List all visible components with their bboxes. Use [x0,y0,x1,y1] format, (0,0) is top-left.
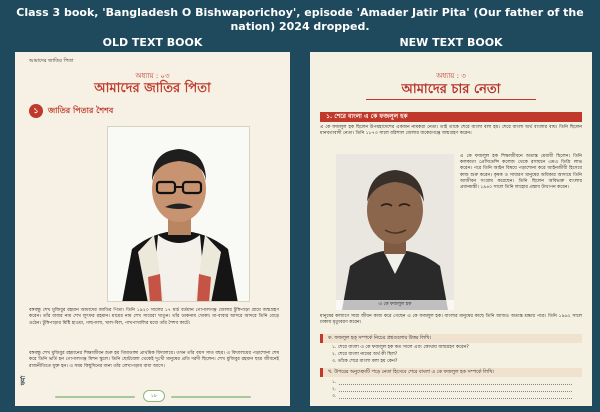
intro-paragraph: এ কে ফজলুল হক ছিলেন উপমহাদেশের একজন নামকরা নেতা। তাই তাকে শেরে বাংলা বলা হয়। শেরে বাংলা অর্থ বাংলার বাঘ। তিনি ছিলেন মানবতাবাদী নেতা। তিনি ১৮৭৩ সালে বরিশাল জেলার বাকেরগঞ্জে জন্মগ্রহণ করেন। [320,125,582,137]
headline: Class 3 book, 'Bangladesh O Bishwaporichoy', episode 'Amader Jatir Pita' (Our father of the nation) 2024 dropped. [16,6,584,33]
closing-paragraph: মানুষের কল্যাণে সারা জীবন কাজ করে গেছেন এ কে ফজলুল হক। বাংলার মানুষের কাছে তিনি আজও অত্যন্ত শ্রদ্ধার পাত্র। তিনি ১৯৬২ সালে ঢাকায় মৃত্যুবরণ করেন। [320,314,582,326]
exercise-heading-1: ক. ফজলুল হক্ সম্পর্কে নিচের প্রশ্নগুলোর উত্তর লিখি। [320,334,582,343]
leader-photo-figure [336,154,454,310]
side-paragraph: এ কে ফজলুল হক শিক্ষাজীবনে অত্যন্ত মেধাবী ছিলেন। তিনি কলকাতা প্রেসিডেন্সি কলেজ থেকে রসায়নে এমএ ডিগ্রি লাভ করেন। পরে তিনি আইন বিষয়ে পড়াশোনা করে আইনজীবী হিসেবে কাজ শুরু করেন। কৃষক ও সাধারণ মানুষের অধিকার আদায়ে তিনি আজীবন সংগ্রাম করেছেন। তিনি ছিলেন অবিভক্ত বাংলার প্রধানমন্ত্রী। ১৯৪০ সালে তিনি লাহোর প্রস্তাব উত্থাপন করেন। [460,154,582,191]
running-head: আমাদের জাতির পিতা [29,58,74,64]
chapter-title: আমাদের চার নেতা [401,82,501,97]
answer-line-number: ৩. [332,394,337,399]
title-divider [366,99,536,100]
new-book-page [310,52,592,406]
answer-line-2 [332,387,572,393]
leader-photo [336,154,454,310]
section-heading [29,104,113,118]
body-paragraph-2: বঙ্গবন্ধু শেখ মুজিবুর রহমানের শিক্ষাজীবন শুরু হয় গিমাডাঙ্গা প্রাথমিক বিদ্যালয়ে। তখন তাঁর বয়স সাত বছর। এ বিদ্যালয়ের পড়াশোনা শেষ করে তিনি ভর্তি হন গোপালগঞ্জ মিশন স্কুলে। তিনি ছোটবেলা থেকেই দুঃখী মানুষের প্রতি দরদী ছিলেন। শেখ মুজিবুর রহমান ছাত্র জীবনেই রাজনীতিতে যুক্ত হন। এ সময় কিছুদিনের জন্য তাঁর লেখাপড়ায় বাধা আসে। [29,351,279,369]
chapter-title: আমাদের জাতির পিতা [94,81,211,96]
question-1: ১. শেরে বাংলা এ কে ফজলুল হক কত সালে এবং কোথায় জন্মগ্রহণ করেন? [332,345,469,350]
new-book-label: NEW TEXT BOOK [399,36,503,49]
chapter-number: অধ্যায় : ৩ [436,72,466,80]
answer-line-1 [332,380,572,386]
question-2: ২. শেরে বাংলা নামের অর্থ কী ছিল? [332,352,398,357]
old-book-label: OLD TEXT BOOK [102,36,203,49]
answer-line-number: ১. [332,380,337,385]
old-book-page [15,52,290,406]
section-title: জাতির পিতার শৈশব [48,105,114,115]
footer-vine-left [55,396,135,398]
portrait-illustration [107,126,250,302]
question-3: ৩. তাঁকে শেরে বাংলা বলা হয় কেন? [332,359,398,364]
forma-mark: ফর্মা [20,375,28,386]
answer-line-3 [332,394,572,400]
body-paragraph-1: বঙ্গবন্ধু শেখ মুজিবুর রহমান আমাদের জাতির পিতা। তিনি ১৯২০ সালের ১৭ মার্চ বর্তমান গোপালগঞ্জ জেলার টুঙ্গিপাড়া গ্রামে জন্মগ্রহণ করেন। তাঁর বাবার নাম শেখ লুৎফর রহমান। মায়ের নাম শেখ সায়েরা খাতুন। তাঁর ডাকনাম খোকা। মা-বাবার আদরে আদরে তিনি বেড়ে ওঠেন। টুঙ্গিপাড়ার মিষ্টি হাওয়া, গাছপালা, খাল-বিল, পাখপাখালির মধ্যে তাঁর শৈশব কাটে। [29,308,279,326]
chapter-number: অধ্যায় : ০৩ [135,72,170,80]
exercise-heading-2: খ. উপরের অনুচ্ছেদটি পড়ে নেতা হিসেবে শেরে বাংলা এ কে ফজলুল হক সম্পর্কে লিখি। [320,368,582,377]
section-heading-bar: ১. শেরে বাংলা এ কে ফজলুল হক [320,112,582,122]
answer-line-number: ২. [332,387,337,392]
portrait-figure [108,127,250,302]
section-number-badge: ১ [29,104,43,118]
page-number: ১৮ [143,390,165,402]
photo-caption: এ কে ফজলুল হক [336,300,454,310]
footer-vine-right [171,396,251,398]
